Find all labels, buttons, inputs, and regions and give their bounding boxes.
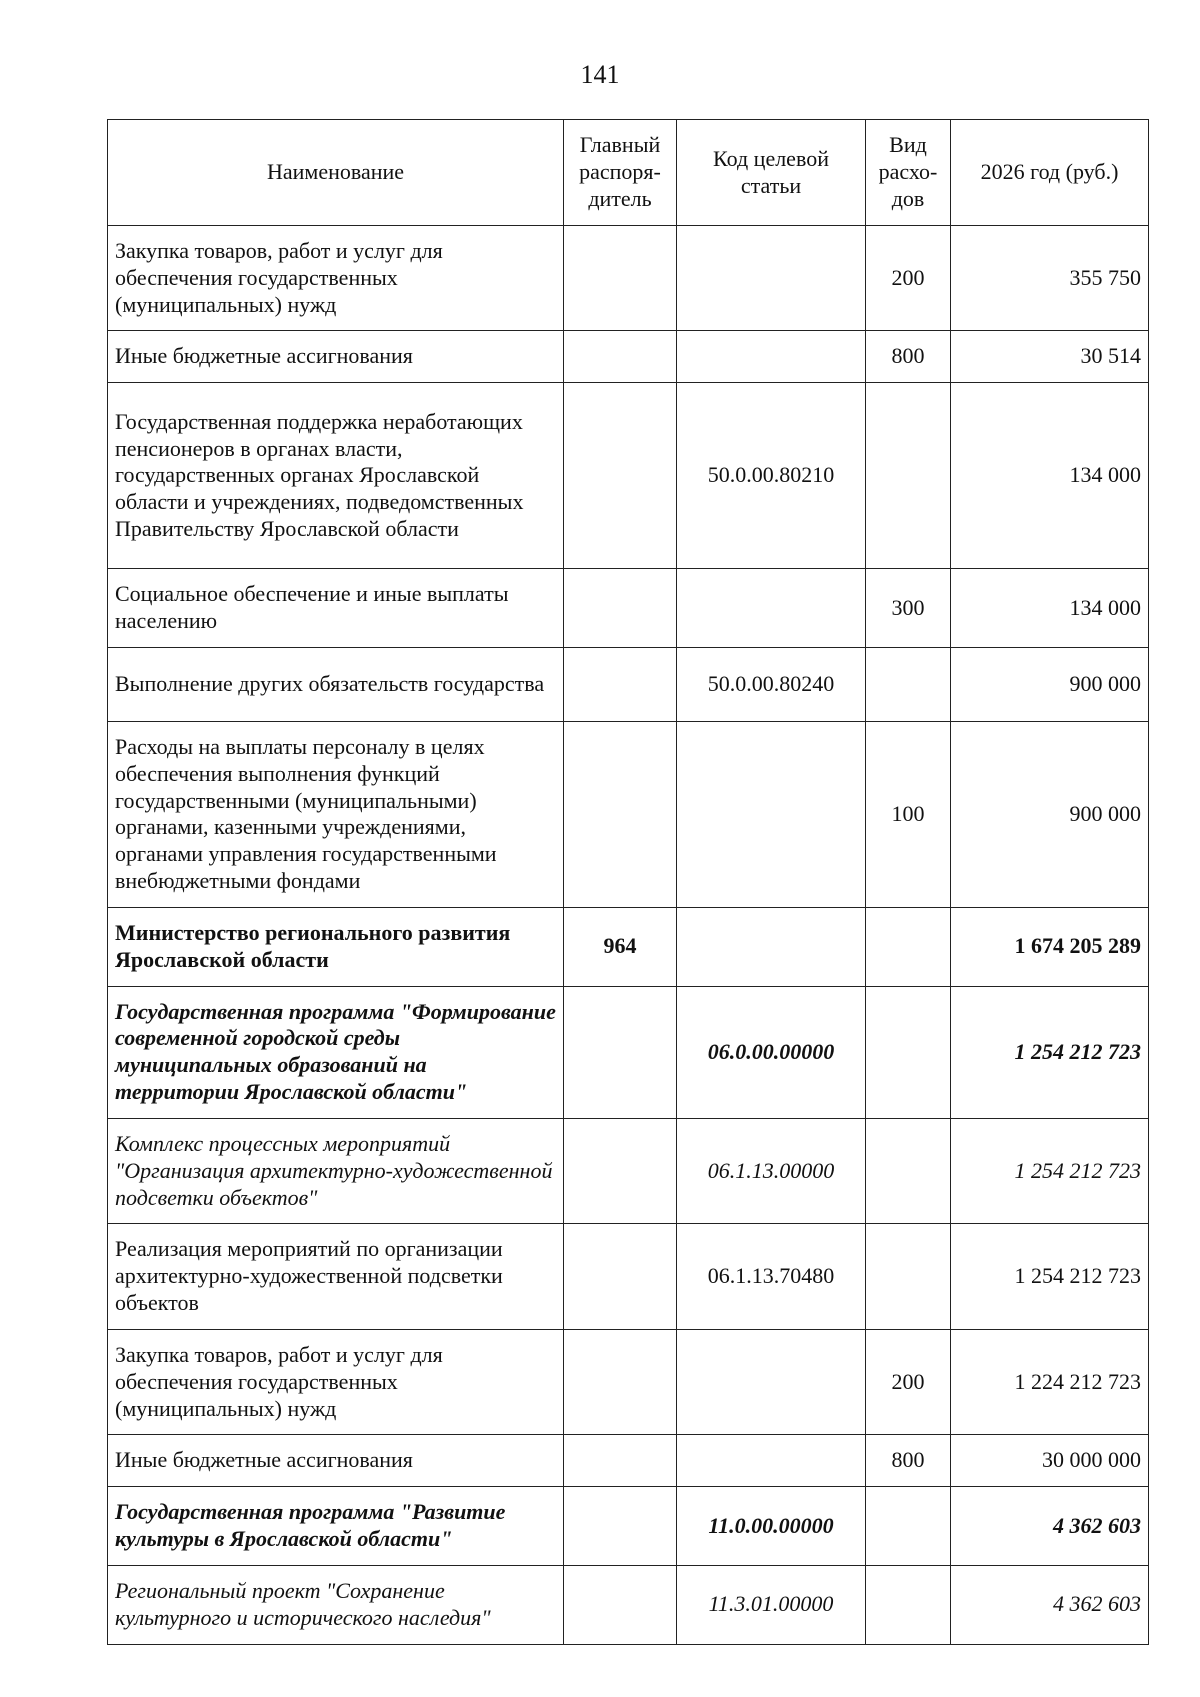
row-amount: 1 254 212 723 [951,1224,1149,1329]
row-code [677,569,866,648]
table-row [108,1224,1149,1329]
row-manager [564,1118,677,1223]
row-name: Закупка товаров, работ и услуг для обеспечения государственных (муниципальных) нужд [108,1329,564,1434]
table-row [108,569,1149,648]
row-type [866,1224,951,1329]
row-type [866,647,951,721]
row-type: 200 [866,1329,951,1434]
row-code: 06.0.00.00000 [677,986,866,1118]
row-name: Иные бюджетные ассигнования [108,1435,564,1487]
row-code: 11.0.00.00000 [677,1487,866,1566]
table-row [108,721,1149,907]
row-type [866,1487,951,1566]
row-manager [564,331,677,383]
row-manager [564,647,677,721]
row-name: Комплекс процессных мероприятий "Организация архитектурно-художественной подсветки объектов" [108,1118,564,1223]
row-code: 50.0.00.80240 [677,647,866,721]
table-row [108,1435,1149,1487]
row-code [677,907,866,986]
row-amount: 900 000 [951,721,1149,907]
row-type [866,1565,951,1644]
budget-table [107,119,1149,1645]
row-amount: 134 000 [951,569,1149,648]
row-manager [564,1487,677,1566]
row-name: Закупка товаров, работ и услуг для обеспечения государственных (муниципальных) нужд [108,226,564,331]
table-row [108,1329,1149,1434]
header-main-manager: Главный распоря-дитель [564,120,677,226]
row-code [677,1329,866,1434]
row-code: 11.3.01.00000 [677,1565,866,1644]
row-amount: 355 750 [951,226,1149,331]
row-name: Региональный проект "Сохранение культурного и исторического наследия" [108,1565,564,1644]
row-amount: 1 224 212 723 [951,1329,1149,1434]
row-type [866,383,951,569]
row-manager [564,383,677,569]
row-name: Государственная программа "Развитие культуры в Ярославской области" [108,1487,564,1566]
table-row [108,986,1149,1118]
row-amount: 4 362 603 [951,1487,1149,1566]
table-header-row [108,120,1149,226]
table-row [108,383,1149,569]
row-amount: 30 514 [951,331,1149,383]
row-amount: 1 254 212 723 [951,986,1149,1118]
row-amount: 4 362 603 [951,1565,1149,1644]
row-code [677,721,866,907]
row-type: 300 [866,569,951,648]
table-row [108,226,1149,331]
row-name: Иные бюджетные ассигнования [108,331,564,383]
table-row [108,1118,1149,1223]
row-amount: 900 000 [951,647,1149,721]
row-code [677,331,866,383]
row-name: Выполнение других обязательств государства [108,647,564,721]
row-manager: 964 [564,907,677,986]
table-row [108,331,1149,383]
table-row [108,1487,1149,1566]
row-type: 200 [866,226,951,331]
row-code: 06.1.13.00000 [677,1118,866,1223]
row-manager [564,569,677,648]
table-row [108,1565,1149,1644]
row-type: 800 [866,331,951,383]
row-name: Министерство регионального развития Ярославской области [108,907,564,986]
row-type [866,907,951,986]
row-manager [564,1435,677,1487]
row-type: 100 [866,721,951,907]
header-name: Наименование [108,120,564,226]
row-amount: 1 254 212 723 [951,1118,1149,1223]
row-type [866,986,951,1118]
row-amount: 1 674 205 289 [951,907,1149,986]
row-manager [564,1565,677,1644]
row-manager [564,226,677,331]
row-name: Социальное обеспечение и иные выплаты населению [108,569,564,648]
row-manager [564,721,677,907]
row-type [866,1118,951,1223]
row-code: 06.1.13.70480 [677,1224,866,1329]
row-manager [564,1224,677,1329]
row-code [677,226,866,331]
row-amount: 30 000 000 [951,1435,1149,1487]
row-name: Расходы на выплаты персоналу в целях обеспечения выполнения функций государственными (муниципальными) органами, казенными учреждениями, органами управления государственными внебюджетными фондами [108,721,564,907]
header-expense-type: Вид расхо-дов [866,120,951,226]
row-code [677,1435,866,1487]
header-year-amount: 2026 год (руб.) [951,120,1149,226]
table-row [108,647,1149,721]
row-type: 800 [866,1435,951,1487]
header-target-code: Код целевой статьи [677,120,866,226]
row-name: Государственная программа "Формирование современной городской среды муниципальных образований на территории Ярославской области" [108,986,564,1118]
row-name: Государственная поддержка неработающих пенсионеров в органах власти, государственных органах Ярославской области и учреждениях, подведомственных Правительству Ярославской области [108,383,564,569]
row-code: 50.0.00.80210 [677,383,866,569]
row-name: Реализация мероприятий по организации архитектурно-художественной подсветки объектов [108,1224,564,1329]
row-manager [564,986,677,1118]
page-number: 141 [580,60,620,89]
row-manager [564,1329,677,1434]
table-row [108,907,1149,986]
row-amount: 134 000 [951,383,1149,569]
